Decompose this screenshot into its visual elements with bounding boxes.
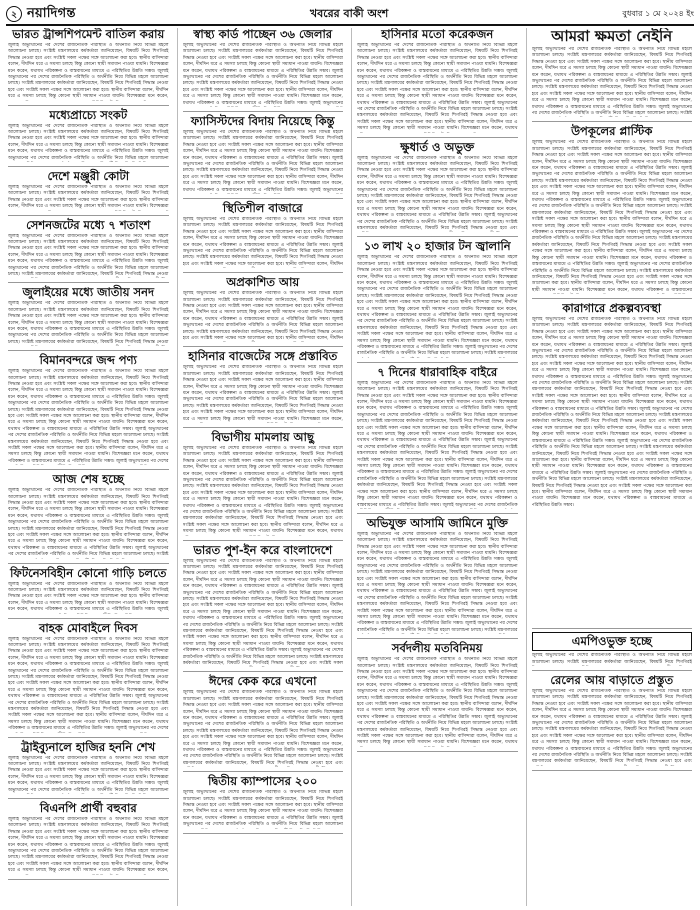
article-body: জুলাই অভ্যুত্থানের পর দেশের রাজনৈতিক পরিস্থিতি ও অর্থনীতি নিয়ে বিভিন্ন মহলে আলোচনা চলছে। সংশ্লিষ্ট মন্ত্রণালয়ের কর্মকর্তারা জানিয়েছেন, বিষয়টি নিয়ে শিগগিরই সিদ্ধান্ত নেওয়া হবে এবং সংশ্লিষ্ট সকল পক্ষের সঙ্গে আলোচনা করা হবে। স্থানীয় বাসিন্দারা বলেন, দীর্ঘদিন ধরে এ সমস্যা চলছে কিন্তু কোনো স্থায়ী সমাধান পাওয়া যায়নি। বিশেষজ্ঞরা মনে করেন, যথাযথ পরিকল্পনা ও বাস্তবায়নের মাধ্যমে এ পরিস্থিতির উন্নতি সম্ভব। জুলাই অভ্যুত্থানের পর দেশের রাজনৈতিক পরিস্থিতি ও অর্থনীতি নিয়ে বিভিন্ন মহলে আলোচনা চলছে। সংশ্লিষ্ট মন্ত্রণালয়ের কর্মকর্তারা জানিয়েছেন, বিষয়টি নিয়ে শিগগিরই সিদ্ধান্ত নেওয়া হবে এবং সংশ্লিষ্ট সকল পক্ষের সঙ্গে আলোচনা করা হবে। স্থানীয় বাসিন্দারা বলেন, দীর্ঘদিন ধরে এ সমস্যা চলছে কিন্তু কোনো স্থায়ী সমাধান পাওয়া যায়নি। বিশেষজ্ঞরা মনে করেন, যথাযথ পরিকল্পনা ও বাস্তবায়নের মাধ্যমে এ পরিস্থিতির উন্নতি সম্ভব। জুলাই অভ্যুত্থানের পর দেশের রাজনৈতিক পরিস্থিতি ও অর্থনীতি নিয়ে বিভিন্ন মহলে আলোচনা চলছে। সংশ্লিষ্ট মন্ত্রণালয়ের কর্মকর্তারা জানিয়েছেন, বিষয়টি নিয়ে শিগগিরই সিদ্ধান্ত নেওয়া হবে এবং সংশ্লিষ্ট সকল পক্ষের সঙ্গে আলোচনা করা হবে। স্থানীয় বাসিন্দারা বলেন, দীর্ঘদিন ধরে এ সমস্যা চলছে কিন্তু কোনো স্থায়ী সমাধান পাওয়া যায়নি। বিশেষজ্ঞরা মনে করেন, যথাযথ bbox=[357, 657, 518, 746]
article-headline[interactable]: বাহক মোবাইলে দিবস bbox=[39, 620, 138, 635]
article-body: জুলাই অভ্যুত্থানের পর দেশের রাজনৈতিক পরিস্থিতি ও অর্থনীতি নিয়ে বিভিন্ন মহলে আলোচনা চলছে। সংশ্লিষ্ট মন্ত্রণালয়ের কর্মকর্তারা জানিয়েছেন, বিষয়টি নিয়ে শিগগিরই সিদ্ধান্ত নেওয়া হবে এবং সংশ্লিষ্ট সকল পক্ষের সঙ্গে আলোচনা করা হবে। স্থানীয় বাসিন্দারা বলেন, দীর্ঘদিন ধরে এ সমস্যা চলছে কিন্তু কোনো স্থায়ী সমাধান পাওয়া যায়নি। বিশেষজ্ঞরা মনে করেন, যথাযথ পরিকল্পনা ও বাস্তবায়নের মাধ্যমে এ পরিস্থিতির উন্নতি সম্ভব। জুলাই অভ্যুত্থানের পর দেশের রাজনৈতিক পরিস্থিতি ও অর্থনীতি নিয়ে বিভিন্ন মহলে আলোচনা চলছে। সংশ্লিষ্ট মন্ত্রণালয়ের কর্মকর্তারা জানিয়েছেন, বিষয়টি নিয়ে শিগগিরই সিদ্ধান্ত নেওয়া হবে এবং সংশ্লিষ্ট সকল পক্ষের সঙ্গে আলোচনা করা হবে। স্থানীয় বাসিন্দারা বলেন, দীর্ঘদিন ধরে এ সমস্যা চলছে কিন্তু কোনো স্থায়ী সমাধান পাওয়া যায়নি। বিশেষজ্ঞরা মনে করেন, bbox=[8, 43, 169, 100]
article-divider bbox=[183, 111, 344, 112]
article-divider bbox=[8, 469, 169, 470]
article-body: জুলাই অভ্যুত্থানের পর দেশের রাজনৈতিক পরিস্থিতি ও অর্থনীতি নিয়ে বিভিন্ন মহলে আলোচনা চলছে। সংশ্লিষ্ট মন্ত্রণালয়ের কর্মকর্তারা জানিয়েছেন, বিষয়টি নিয়ে শিগগিরই সিদ্ধান্ত নেওয়া হবে এবং সংশ্লিষ্ট সকল পক্ষের সঙ্গে আলোচনা করা হবে। স্থানীয় বাসিন্দারা বলেন, দীর্ঘদিন ধরে এ সমস্যা চলছে কিন্তু কোনো স্থায়ী সমাধান পাওয়া যায়নি। বিশেষজ্ঞরা মনে করেন, যথাযথ পরিকল্পনা ও বাস্তবায়নের মাধ্যমে এ পরিস্থিতির উন্নতি সম্ভব। জুলাই অভ্যুত্থানের পর দেশের রাজনৈতিক পরিস্থিতি ও অর্থনীতি নিয়ে বিভিন্ন মহলে আলোচনা চলছে। সংশ্লিষ্ট মন্ত্রণালয়ের কর্মকর্তারা জানিয়েছেন, বিষয়টি নিয়ে শিগগিরই সিদ্ধান্ত নেওয়া হবে এবং সংশ্লিষ্ট সকল পক্ষের সঙ্গে আলোচনা করা হবে। স্থানীয় বাসিন্দারা বলেন, দীর্ঘদিন bbox=[182, 217, 343, 267]
article bbox=[532, 125, 693, 294]
article bbox=[532, 28, 693, 117]
article-headline[interactable]: অভিযুক্ত আসামি জামিনে মুক্তি bbox=[366, 515, 508, 530]
article-headline[interactable]: ভারত পুশ-ইন করে বাংলাদেশে bbox=[193, 542, 333, 557]
article-headline[interactable]: বিএনপি প্রার্থী বহুবার bbox=[39, 800, 137, 815]
article bbox=[8, 622, 169, 733]
article bbox=[183, 202, 344, 268]
article bbox=[8, 354, 169, 465]
article-body: জুলাই অভ্যুত্থানের পর দেশের রাজনৈতিক পরিস্থিতি ও অর্থনীতি নিয়ে বিভিন্ন মহলে আলোচনা চলছে। সংশ্লিষ্ট মন্ত্রণালয়ের কর্মকর্তারা জানিয়েছেন, বিষয়টি নিয়ে শিগগিরই সিদ্ধান্ত নেওয়া হবে এবং সংশ্লিষ্ট সকল পক্ষের সঙ্গে আলোচনা করা হবে। স্থানীয় বাসিন্দারা বলেন, দীর্ঘদিন ধরে এ সমস্যা চলছে কিন্তু কোনো স্থায়ী সমাধান পাওয়া যায়নি। বিশেষজ্ঞরা মনে করেন, যথাযথ পরিকল্পনা ও বাস্তবায়নের মাধ্যমে এ পরিস্থিতির উন্নতি সম্ভব। জুলাই অভ্যুত্থানের পর দেশের রাজনৈতিক পরিস্থিতি ও অর্থনীতি নিয়ে বিভিন্ন মহলে আলোচনা চলছে। সংশ্লিষ্ট মন্ত্রণালয়ের কর্মকর্তারা জানিয়েছেন, বিষয়টি নিয়ে শিগগিরই সিদ্ধান্ত নেওয়া হবে এবং সংশ্লিষ্ট সকল পক্ষের সঙ্গে আলোচনা করা হবে। স্থানীয় বাসিন্দারা বলেন, দীর্ঘদিন ধরে এ সমস্যা চলছে কিন্তু কোনো স্থায়ী সমাধান পাওয়া যায়নি। বিশেষজ্ঞরা মনে করেন, যথাযথ পরিকল্পনা ও বাস্তবায়নের মাধ্যমে এ পরিস্থিতির উন্নতি সম্ভব। জুলাই অভ্যুত্থানের পর দেশের রাজনৈতিক পরিস্থিতি ও অর্থনীতি নিয়ে বিভিন্ন মহলে আলোচনা চলছে। সংশ্লিষ্ট মন্ত্রণালয়ের কর্মকর্তারা জানিয়েছেন, বিষয়টি নিয়ে শিগগিরই সিদ্ধান্ত নেওয়া হবে এবং সংশ্লিষ্ট সকল পক্ষের সঙ্গে আলোচনা করা হবে। স্থানীয় বাসিন্দারা বলেন, দীর্ঘদিন ধরে এ সমস্যা চলছে কিন্তু কোনো স্থায়ী সমাধান পাওয়া যায়নি। বিশেষজ্ঞরা মনে করেন, যথাযথ পরিকল্পনা ও বাস্তবায়নের মাধ্যমে এ পরিস্থিতির উন্নতি সম্ভব। জুলাই অভ্যুত্থানের পর দেশের রাজনৈতিক পরিস্থিতি ও অর্থনীতি নিয়ে বিভিন্ন মহলে আলোচনা চলছে। সংশ্লিষ্ট মন্ত্রণালয়ের কর্মকর্তারা জানিয়েছেন, বিষয়টি নিয়ে শিগগিরই সিদ্ধান্ত নেওয়া হবে এবং সংশ্লিষ্ট সকল পক্ষের সঙ্গে আলোচনা করা হবে। স্থানীয় বাসিন্দারা বলেন, দীর্ঘদিন ধরে এ সমস্যা চলছে কিন্তু কোনো স্থায়ী সমাধান পাওয়া যায়নি। বিশেষজ্ঞরা মনে করেন, যথাযথ পরিকল্পনা ও বাস্তবায়নের মাধ্যমে এ পরিস্থিতির উন্নতি সম্ভব। জুলাই অভ্যুত্থানের পর দেশের রাজনৈতিক পরিস্থিতি ও অর্থনীতি নিয়ে বিভিন্ন মহলে আলোচনা চলছে। সংশ্লিষ্ট মন্ত্রণালয়ের কর্মকর্তারা জানিয়েছেন, বিষয়টি নিয়ে শিগগিরই সিদ্ধান্ত নেওয়া হবে এবং সংশ্লিষ্ট সকল পক্ষের সঙ্গে আলোচনা করা হবে। স্থানীয় বাসিন্দারা বলেন, দীর্ঘদিন ধরে এ সমস্যা চলছে কিন্তু কোনো স্থায়ী সমাধান পাওয়া যায়নি। বিশেষজ্ঞরা মনে করেন, যথাযথ পরিকল্পনা ও বাস্তবায়নের মাধ্যমে এ পরিস্থিতির উন্নতি সম্ভব। জুলাই অভ্যুত্থানের পর দেশের রাজনৈতিক পরিস্থিতি ও অর্থনীতি নিয়ে বিভিন্ন মহলে আলোচনা চলছে। সংশ্লিষ্ট মন্ত্রণালয়ের কর্মকর্তারা জানিয়েছেন, বিষয়টি নিয়ে শিগগিরই সিদ্ধান্ত নেওয়া হবে এবং সংশ্লিষ্ট সকল পক্ষের সঙ্গে আলোচনা করা হবে। স্থানীয় বাসিন্দারা বলেন, দীর্ঘদিন ধরে এ সমস্যা চলছে কিন্তু কোনো স্থায়ী সমাধান পাওয়া যায়নি। বিশেষজ্ঞরা মনে করেন, যথাযথ পরিকল্পনা ও বাস্তবায়নের মাধ্যমে এ পরিস্থিতির উন্নতি সম্ভব। bbox=[531, 316, 692, 508]
article-body: জুলাই অভ্যুত্থানের পর দেশের রাজনৈতিক পরিস্থিতি ও অর্থনীতি নিয়ে বিভিন্ন মহলে আলোচনা চলছে। সংশ্লিষ্ট মন্ত্রণালয়ের কর্মকর্তারা জানিয়েছেন, বিষয়টি নিয়ে শিগগিরই সিদ্ধান্ত নেওয়া হবে এবং সংশ্লিষ্ট সকল পক্ষের সঙ্গে আলোচনা করা হবে। স্থানীয় বাসিন্দারা বলেন, দীর্ঘদিন ধরে এ সমস্যা চলছে কিন্তু কোনো স্থায়ী সমাধান পাওয়া যায়নি। বিশেষজ্ঞরা মনে করেন, যথাযথ পরিকল্পনা ও বাস্তবায়নের মাধ্যমে এ পরিস্থিতির উন্নতি সম্ভব। জুলাই অভ্যুত্থানের পর দেশের রাজনৈতিক পরিস্থিতি ও অর্থনীতি নিয়ে বিভিন্ন মহলে আলোচনা চলছে। সংশ্লিষ্ট মন্ত্রণালয়ের কর্মকর্তারা জানিয়েছেন, বিষয়টি নিয়ে শিগগিরই সিদ্ধান্ত নেওয়া হবে এবং সংশ্লিষ্ট সকল পক্ষের সঙ্গে আলোচনা করা হবে। স্থানীয় বাসিন্দারা বলেন, দীর্ঘদিন ধরে এ সমস্যা চলছে কিন্তু কোনো স্থায়ী সমাধান পাওয়া যায়নি। বিশেষজ্ঞরা মনে করেন, যথাযথ পরিকল্পনা ও বাস্তবায়নের মাধ্যমে এ পরিস্থিতির উন্নতি সম্ভব। জুলাই অভ্যুত্থানের পর দেশের রাজনৈতিক পরিস্থিতি ও অর্থনীতি নিয়ে বিভিন্ন মহলে আলোচনা চলছে। সংশ্লিষ্ট bbox=[8, 488, 169, 558]
article-headline[interactable]: স্বাস্থ্য কার্ড পাচ্ছেন ৩৬ জেলার bbox=[193, 28, 333, 41]
article bbox=[8, 28, 169, 101]
article-divider bbox=[8, 618, 169, 619]
article-body: জুলাই অভ্যুত্থানের পর দেশের রাজনৈতিক পরিস্থিতি ও অর্থনীতি নিয়ে বিভিন্ন মহলে আলোচনা চলছে। সংশ্লিষ্ট মন্ত্রণালয়ের কর্মকর্তারা জানিয়েছেন, বিষয়টি নিয়ে শিগগিরই সিদ্ধান্ত নেওয়া হবে এবং সংশ্লিষ্ট সকল পক্ষের সঙ্গে আলোচনা করা হবে। স্থানীয় বাসিন্দারা বলেন, দীর্ঘদিন ধরে এ সমস্যা চলছে কিন্তু কোনো স্থায়ী সমাধান পাওয়া যায়নি। বিশেষজ্ঞরা মনে করেন, যথাযথ পরিকল্পনা ও বাস্তবায়নের মাধ্যমে এ পরিস্থিতির উন্নতি সম্ভব। জুলাই অভ্যুত্থানের পর দেশের রাজনৈতিক পরিস্থিতি ও অর্থনীতি নিয়ে বিভিন্ন মহলে আলোচনা চলছে। সংশ্লিষ্ট মন্ত্রণালয়ের কর্মকর্তারা জানিয়েছেন, বিষয়টি নিয়ে শিগগিরই সিদ্ধান্ত নেওয়া হবে এবং সংশ্লিষ্ট সকল পক্ষের সঙ্গে আলোচনা করা হবে। স্থানীয় বাসিন্দারা বলেন, দীর্ঘদিন ধরে এ সমস্যা চলছে কিন্তু কোনো স্থায়ী সমাধান পাওয়া যায়নি। বিশেষজ্ঞরা মনে করেন, যথাযথ পরিকল্পনা ও বাস্তবায়নের মাধ্যমে এ পরিস্থিতির উন্নতি সম্ভব। জুলাই অভ্যুত্থানের পর দেশের রাজনৈতিক পরিস্থিতি ও অর্থনীতি নিয়ে বিভিন্ন মহলে আলোচনা চলছে। সংশ্লিষ্ট মন্ত্রণালয়ের কর্মকর্তারা জানিয়েছেন, বিষয়টি নিয়ে শিগগিরই সিদ্ধান্ত নেওয়া হবে এবং সংশ্লিষ্ট সকল পক্ষের সঙ্গে আলোচনা করা হবে। স্থানীয় বাসিন্দারা বলেন, দীর্ঘদিন ধরে এ সমস্যা চলছে কিন্তু কোনো স্থায়ী সমাধান পাওয়া যায়নি। বিশেষজ্ঞরা মনে করেন, যথাযথ পরিকল্পনা ও বাস্তবায়নের মাধ্যমে এ পরিস্থিতির উন্নতি সম্ভব। জুলাই অভ্যুত্থানের পর দেশের রাজনৈতিক পরিস্থিতি ও অর্থনীতি নিয়ে বিভিন্ন মহলে আলোচনা চলছে। সংশ্লিষ্ট মন্ত্রণালয়ের কর্মকর্তারা জানিয়েছেন, বিষয়টি নিয়ে শিগগিরই সিদ্ধান্ত নেওয়া হবে এবং সংশ্লিষ্ট সকল পক্ষের সঙ্গে আলোচনা করা হবে। স্থানীয় বাসিন্দারা বলেন, দীর্ঘদিন ধরে এ সমস্যা চলছে কিন্তু কোনো স্থায়ী সমাধান পাওয়া যায়নি। বিশেষজ্ঞরা মনে করেন, যথাযথ পরিকল্পনা ও বাস্তবায়নের মাধ্যমে এ পরিস্থিতির উন্নতি সম্ভব। জুলাই অভ্যুত্থানের পর দেশের রাজনৈতিক পরিস্থিতি ও অর্থনীতি নিয়ে বিভিন্ন মহলে আলোচনা চলছে। সংশ্লিষ্ট মন্ত্রণালয়ের কর্মকর্তারা জানিয়েছেন, বিষয়টি নিয়ে শিগগিরই সিদ্ধান্ত নেওয়া হবে এবং সংশ্লিষ্ট সকল পক্ষের সঙ্গে আলোচনা করা হবে। স্থানীয় বাসিন্দারা বলেন, দীর্ঘদিন ধরে এ সমস্যা চলছে কিন্তু কোনো স্থায়ী সমাধান পাওয়া যায়নি। বিশেষজ্ঞরা মনে করেন, যথাযথ পরিকল্পনা ও বাস্তবায়নের bbox=[531, 140, 692, 293]
article-divider bbox=[8, 563, 169, 564]
article-headline[interactable]: বিভাগীয় মামলায় আছু bbox=[211, 429, 314, 444]
article-headline[interactable]: ৭ দিনের ধারাবাহিক বাইরে bbox=[377, 364, 498, 379]
article-divider bbox=[183, 198, 344, 199]
article-headline[interactable]: আমরা ক্ষমতা নেইনি bbox=[551, 28, 673, 45]
article-body: জুলাই অভ্যুত্থানের পর দেশের রাজনৈতিক পরিস্থিতি ও অর্থনীতি নিয়ে বিভিন্ন মহলে আলোচনা চলছে। সংশ্লিষ্ট মন্ত্রণালয়ের কর্মকর্তারা জানিয়েছেন, বিষয়টি নিয়ে শিগগিরই সিদ্ধান্ত নেওয়া হবে এবং সংশ্লিষ্ট সকল পক্ষের সঙ্গে আলোচনা করা হবে। স্থানীয় বাসিন্দারা বলেন, দীর্ঘদিন ধরে এ সমস্যা চলছে কিন্তু কোনো স্থায়ী সমাধান পাওয়া যায়নি। বিশেষজ্ঞরা মনে করেন, যথাযথ পরিকল্পনা ও বাস্তবায়নের মাধ্যমে এ পরিস্থিতির উন্নতি সম্ভব। জুলাই অভ্যুত্থানের পর দেশের রাজনৈতিক পরিস্থিতি ও অর্থনীতি নিয়ে বিভিন্ন মহলে আলোচনা চলছে। সংশ্লিষ্ট মন্ত্রণালয়ের কর্মকর্তারা জানিয়েছেন, বিষয়টি নিয়ে শিগগিরই সিদ্ধান্ত নেওয়া হবে এবং সংশ্লিষ্ট সকল পক্ষের সঙ্গে আলোচনা করা হবে। স্থানীয় বাসিন্দারা বলেন, দীর্ঘদিন ধরে এ সমস্যা চলছে কিন্তু কোনো স্থায়ী সমাধান পাওয়া যায়নি। বিশেষজ্ঞরা মনে করেন, যথাযথ পরিকল্পনা ও বাস্তবায়নের মাধ্যমে এ পরিস্থিতির উন্নতি সম্ভব। জুলাই অভ্যুত্থানের পর দেশের রাজনৈতিক পরিস্থিতি ও অর্থনীতি নিয়ে বিভিন্ন মহলে আলোচনা চলছে। সংশ্লিষ্ট bbox=[531, 47, 692, 117]
article bbox=[357, 141, 518, 233]
section-title: খবরের বাকী অংশ bbox=[309, 6, 389, 20]
article bbox=[183, 276, 344, 342]
article bbox=[183, 675, 344, 767]
article bbox=[357, 240, 518, 357]
article bbox=[183, 350, 344, 423]
article-body: জুলাই অভ্যুত্থানের পর দেশের রাজনৈতিক পরিস্থিতি ও অর্থনীতি নিয়ে বিভিন্ন মহলে আলোচনা চলছে। সংশ্লিষ্ট মন্ত্রণালয়ের কর্মকর্তারা জানিয়েছেন, বিষয়টি নিয়ে শিগগিরই সিদ্ধান্ত নেওয়া হবে এবং সংশ্লিষ্ট সকল পক্ষের সঙ্গে আলোচনা করা হবে। স্থানীয় বাসিন্দারা বলেন, দীর্ঘদিন ধরে এ সমস্যা চলছে কিন্তু কোনো স্থায়ী সমাধান পাওয়া যায়নি। বিশেষজ্ঞরা মনে করেন, যথাযথ পরিকল্পনা ও বাস্তবায়নের মাধ্যমে এ পরিস্থিতির উন্নতি সম্ভব। জুলাই অভ্যুত্থানের পর দেশের রাজনৈতিক পরিস্থিতি ও অর্থনীতি নিয়ে বিভিন্ন মহলে আলোচনা চলছে। সংশ্লিষ্ট মন্ত্রণালয়ের কর্মকর্তারা জানিয়েছেন, বিষয়টি নিয়ে শিগগিরই সিদ্ধান্ত নেওয়া হবে এবং সংশ্লিষ্ট সকল পক্ষের সঙ্গে আলোচনা করা হবে। স্থানীয় বাসিন্দারা বলেন, দীর্ঘদিন ধরে এ সমস্যা চলছে কিন্তু কোনো স্থায়ী সমাধান পাওয়া যায়নি। বিশেষজ্ঞরা মনে করেন, bbox=[182, 365, 343, 422]
article-headline[interactable]: ১৩ লাখ ২০ হাজার টন জ্বালানি bbox=[363, 239, 511, 254]
article-divider bbox=[532, 628, 693, 629]
article-headline[interactable]: হাসিনার মতো করেকজন bbox=[381, 28, 494, 41]
article bbox=[8, 286, 169, 346]
article-body: জুলাই অভ্যুত্থানের পর দেশের রাজনৈতিক পরিস্থিতি ও অর্থনীতি নিয়ে বিভিন্ন মহলে আলোচনা চলছে। সংশ্লিষ্ট মন্ত্রণালয়ের কর্মকর্তারা জানিয়েছেন, বিষয়টি নিয়ে শিগগিরই সিদ্ধান্ত নেওয়া হবে এবং সংশ্লিষ্ট সকল পক্ষের সঙ্গে আলোচনা করা হবে। স্থানীয় বাসিন্দারা বলেন, দীর্ঘদিন ধরে এ সমস্যা চলছে কিন্তু কোনো স্থায়ী সমাধান পাওয়া যায়নি। বিশেষজ্ঞরা bbox=[8, 184, 169, 210]
article-divider bbox=[8, 798, 169, 799]
article-body: জুলাই অভ্যুত্থানের পর দেশের রাজনৈতিক পরিস্থিতি ও অর্থনীতি নিয়ে বিভিন্ন মহলে আলোচনা চলছে। সংশ্লিষ্ট মন্ত্রণালয়ের কর্মকর্তারা জানিয়েছেন, বিষয়টি নিয়ে শিগগিরই সিদ্ধান্ত নেওয়া হবে এবং সংশ্লিষ্ট সকল পক্ষের সঙ্গে আলোচনা করা হবে। স্থানীয় বাসিন্দারা বলেন, দীর্ঘদিন ধরে এ সমস্যা চলছে কিন্তু কোনো স্থায়ী সমাধান পাওয়া যায়নি। বিশেষজ্ঞরা মনে করেন, যথাযথ পরিকল্পনা ও বাস্তবায়নের মাধ্যমে এ পরিস্থিতির উন্নতি সম্ভব। জুলাই অভ্যুত্থানের পর দেশের রাজনৈতিক পরিস্থিতি ও অর্থনীতি নিয়ে বিভিন্ন মহলে আলোচনা bbox=[182, 790, 343, 828]
article-headline[interactable]: ফ্যাসিস্টদের বিদায় নিয়েছে কিন্তু bbox=[190, 114, 335, 128]
column-3 bbox=[351, 28, 520, 906]
article-divider bbox=[183, 671, 344, 672]
article-headline[interactable]: স্থিতিশীল বাজারে bbox=[222, 201, 303, 215]
article-body: জুলাই অভ্যুত্থানের পর দেশের রাজনৈতিক পরিস্থিতি ও অর্থনীতি নিয়ে বিভিন্ন মহলে আলোচনা চলছে। সংশ্লিষ্ট মন্ত্রণালয়ের কর্মকর্তারা জানিয়েছেন, বিষয়টি নিয়ে শিগগিরই সিদ্ধান্ত নেওয়া হবে এবং সংশ্লিষ্ট সকল পক্ষের সঙ্গে আলোচনা করা হবে। স্থানীয় বাসিন্দারা বলেন, দীর্ঘদিন ধরে এ সমস্যা চলছে কিন্তু কোনো স্থায়ী সমাধান পাওয়া যায়নি। বিশেষজ্ঞরা মনে করেন, যথাযথ পরিকল্পনা ও বাস্তবায়নের মাধ্যমে এ পরিস্থিতির উন্নতি সম্ভব। জুলাই অভ্যুত্থানের পর দেশের রাজনৈতিক পরিস্থিতি ও অর্থনীতি নিয়ে বিভিন্ন মহলে আলোচনা bbox=[8, 755, 169, 793]
article-headline[interactable]: আজ শেষ হচ্ছে bbox=[52, 472, 124, 487]
column-4 bbox=[526, 28, 695, 906]
article-body: জুলাই অভ্যুত্থানের পর দেশের রাজনৈতিক পরিস্থিতি ও অর্থনীতি নিয়ে বিভিন্ন মহলে আলোচনা চলছে। সংশ্লিষ্ট মন্ত্রণালয়ের কর্মকর্তারা জানিয়েছেন, বিষয়টি নিয়ে শিগগিরই সিদ্ধান্ত নেওয়া হবে এবং সংশ্লিষ্ট সকল পক্ষের সঙ্গে আলোচনা করা হবে। স্থানীয় বাসিন্দারা বলেন, দীর্ঘদিন ধরে এ সমস্যা চলছে কিন্তু কোনো স্থায়ী সমাধান পাওয়া যায়নি। বিশেষজ্ঞরা মনে করেন, যথাযথ পরিকল্পনা ও বাস্তবায়নের মাধ্যমে এ পরিস্থিতির উন্নতি সম্ভব। জুলাই অভ্যুত্থানের পর দেশের রাজনৈতিক পরিস্থিতি ও অর্থনীতি নিয়ে বিভিন্ন মহলে আলোচনা চলছে। সংশ্লিষ্ট মন্ত্রণালয়ের কর্মকর্তারা জানিয়েছেন, বিষয়টি নিয়ে শিগগিরই সিদ্ধান্ত নেওয়া হবে এবং সংশ্লিষ্ট সকল পক্ষের সঙ্গে আলোচনা করা হবে। স্থানীয় বাসিন্দারা বলেন, দীর্ঘদিন ধরে এ সমস্যা চলছে কিন্তু কোনো স্থায়ী সমাধান পাওয়া যায়নি। বিশেষজ্ঞরা মনে করেন, যথাযথ পরিকল্পনা ও বাস্তবায়নের মাধ্যমে এ পরিস্থিতির উন্নতি সম্ভব। জুলাই অভ্যুত্থানের পর দেশের রাজনৈতিক পরিস্থিতি ও অর্থনীতি নিয়ে বিভিন্ন মহলে আলোচনা চলছে। সংশ্লিষ্ট মন্ত্রণালয়ের কর্মকর্তারা জানিয়েছেন, বিষয়টি নিয়ে শিগগিরই সিদ্ধান্ত নেওয়া হবে এবং bbox=[182, 690, 343, 766]
column-2 bbox=[177, 28, 346, 906]
article-headline[interactable]: উপকূলের প্লাস্টিক bbox=[571, 124, 653, 139]
page-header bbox=[6, 4, 694, 26]
article bbox=[357, 642, 518, 747]
article-divider bbox=[183, 427, 344, 428]
article-divider bbox=[532, 770, 693, 771]
article-divider bbox=[8, 282, 169, 283]
article-divider bbox=[357, 137, 518, 138]
article-body: জুলাই অভ্যুত্থানের পর দেশের রাজনৈতিক পরিস্থিতি ও অর্থনীতি নিয়ে বিভিন্ন মহলে আলোচনা চলছে। সংশ্লিষ্ট মন্ত্রণালয়ের কর্মকর্তারা জানিয়েছেন, বিষয়টি নিয়ে শিগগিরই bbox=[531, 653, 692, 665]
article bbox=[8, 170, 169, 211]
article-body: জুলাই অভ্যুত্থানের পর দেশের রাজনৈতিক পরিস্থিতি ও অর্থনীতি নিয়ে বিভিন্ন মহলে আলোচনা চলছে। সংশ্লিষ্ট মন্ত্রণালয়ের কর্মকর্তারা জানিয়েছেন, বিষয়টি নিয়ে শিগগিরই সিদ্ধান্ত নেওয়া হবে এবং সংশ্লিষ্ট সকল পক্ষের সঙ্গে আলোচনা করা হবে। স্থানীয় বাসিন্দারা বলেন, দীর্ঘদিন ধরে এ সমস্যা চলছে কিন্তু কোনো স্থায়ী সমাধান পাওয়া যায়নি। বিশেষজ্ঞরা মনে করেন, যথাযথ পরিকল্পনা ও বাস্তবায়নের মাধ্যমে এ পরিস্থিতির উন্নতি সম্ভব। জুলাই অভ্যুত্থানের পর দেশের রাজনৈতিক পরিস্থিতি ও অর্থনীতি নিয়ে বিভিন্ন মহলে আলোচনা চলছে। সংশ্লিষ্ট মন্ত্রণালয়ের কর্মকর্তারা জানিয়েছেন, বিষয়টি নিয়ে শিগগিরই সিদ্ধান্ত নেওয়া হবে এবং সংশ্লিষ্ট সকল পক্ষের সঙ্গে আলোচনা করা হবে। স্থানীয় বাসিন্দারা বলেন, দীর্ঘদিন ধরে এ সমস্যা চলছে কিন্তু কোনো স্থায়ী সমাধান পাওয়া যায়নি। বিশেষজ্ঞরা মনে করেন, যথাযথ পরিকল্পনা ও বাস্তবায়নের মাধ্যমে এ পরিস্থিতির উন্নতি সম্ভব। জুলাই অভ্যুত্থানের পর দেশের রাজনৈতিক পরিস্থিতি ও অর্থনীতি নিয়ে বিভিন্ন মহলে আলোচনা চলছে। সংশ্লিষ্ট মন্ত্রণালয়ের কর্মকর্তারা জানিয়েছেন, বিষয়টি নিয়ে শিগগিরই সিদ্ধান্ত নেওয়া হবে এবং bbox=[531, 688, 692, 765]
article-divider bbox=[183, 346, 344, 347]
article bbox=[183, 544, 344, 668]
article-headline[interactable]: ফিটনেসবিহীন কোনো গাড়ি চলতে bbox=[10, 565, 167, 580]
article-headline[interactable]: হাসিনার বাজেটের সঙ্গে প্রস্তাবিত bbox=[188, 349, 338, 364]
article-headline[interactable]: দ্বিতীয় ক্যাম্পাসের ২০০ bbox=[208, 774, 318, 789]
article-body: জুলাই অভ্যুত্থানের পর দেশের রাজনৈতিক পরিস্থিতি ও অর্থনীতি নিয়ে বিভিন্ন মহলে আলোচনা চলছে। সংশ্লিষ্ট মন্ত্রণালয়ের কর্মকর্তারা জানিয়েছেন, বিষয়টি নিয়ে শিগগিরই সিদ্ধান্ত নেওয়া হবে এবং সংশ্লিষ্ট সকল পক্ষের সঙ্গে আলোচনা করা হবে। স্থানীয় বাসিন্দারা বলেন, দীর্ঘদিন ধরে এ সমস্যা চলছে কিন্তু কোনো স্থায়ী সমাধান পাওয়া যায়নি। বিশেষজ্ঞরা মনে করেন, যথাযথ পরিকল্পনা ও বাস্তবায়নের মাধ্যমে এ পরিস্থিতির উন্নতি সম্ভব। জুলাই অভ্যুত্থানের পর দেশের রাজনৈতিক পরিস্থিতি ও অর্থনীতি নিয়ে বিভিন্ন মহলে আলোচনা চলছে। সংশ্লিষ্ট মন্ত্রণালয়ের কর্মকর্তারা জানিয়েছেন, বিষয়টি নিয়ে শিগগিরই সিদ্ধান্ত নেওয়া bbox=[8, 233, 169, 278]
header-left bbox=[6, 4, 76, 25]
article-divider bbox=[357, 362, 518, 363]
article-divider bbox=[183, 272, 344, 273]
article bbox=[357, 517, 518, 634]
article-divider bbox=[532, 670, 693, 671]
article bbox=[532, 674, 693, 766]
article-divider bbox=[532, 298, 693, 299]
article-divider bbox=[183, 771, 344, 772]
article-body: জুলাই অভ্যুত্থানের পর দেশের রাজনৈতিক পরিস্থিতি ও অর্থনীতি নিয়ে বিভিন্ন মহলে আলোচনা চলছে। সংশ্লিষ্ট মন্ত্রণালয়ের কর্মকর্তারা জানিয়েছেন, বিষয়টি নিয়ে শিগগিরই সিদ্ধান্ত নেওয়া হবে এবং সংশ্লিষ্ট সকল পক্ষের সঙ্গে আলোচনা করা হবে। স্থানীয় বাসিন্দারা বলেন, দীর্ঘদিন ধরে এ সমস্যা চলছে কিন্তু কোনো স্থায়ী সমাধান পাওয়া যায়নি। বিশেষজ্ঞরা মনে করেন, যথাযথ পরিকল্পনা ও বাস্তবায়নের মাধ্যমে এ পরিস্থিতির উন্নতি সম্ভব। জুলাই অভ্যুত্থানের পর দেশের রাজনৈতিক পরিস্থিতি ও অর্থনীতি নিয়ে বিভিন্ন মহলে আলোচনা চলছে। সংশ্লিষ্ট মন্ত্রণালয়ের কর্মকর্তারা জানিয়েছেন, বিষয়টি নিয়ে শিগগিরই সিদ্ধান্ত নেওয়া হবে এবং সংশ্লিষ্ট সকল পক্ষের সঙ্গে আলোচনা করা হবে। স্থানীয় বাসিন্দারা বলেন, দীর্ঘদিন ধরে এ সমস্যা চলছে কিন্তু কোনো স্থায়ী সমাধান পাওয়া যায়নি। বিশেষজ্ঞরা মনে করেন, যথাযথ পরিকল্পনা ও বাস্তবায়নের মাধ্যমে এ পরিস্থিতির উন্নতি সম্ভব। জুলাই অভ্যুত্থানের পর দেশের রাজনৈতিক পরিস্থিতি ও অর্থনীতি নিয়ে বিভিন্ন মহলে আলোচনা চলছে। সংশ্লিষ্ট মন্ত্রণালয়ের কর্মকর্তারা জানিয়েছেন, বিষয়টি নিয়ে শিগগিরই সিদ্ধান্ত নেওয়া হবে এবং সংশ্লিষ্ট সকল পক্ষের সঙ্গে আলোচনা করা হবে। স্থানীয় বাসিন্দারা বলেন, দীর্ঘদিন ধরে এ সমস্যা চলছে কিন্তু কোনো স্থায়ী সমাধান পাওয়া যায়নি। বিশেষজ্ঞরা মনে করেন, যথাযথ পরিকল্পনা ও বাস্তবায়নের মাধ্যমে এ পরিস্থিতির উন্নতি সম্ভব। জুলাই অভ্যুত্থানের পর দেশের bbox=[8, 636, 169, 732]
article bbox=[8, 219, 169, 279]
article-headline[interactable]: সেশনজটের মধ্যে ৭ শতাংশ bbox=[26, 217, 151, 232]
article bbox=[8, 567, 169, 614]
article-headline[interactable]: জুলাইয়ের মধ্যে জাতীয় সনদ bbox=[22, 285, 154, 300]
article-divider bbox=[183, 540, 344, 541]
article bbox=[8, 109, 169, 162]
article-body: জুলাই অভ্যুত্থানের পর দেশের রাজনৈতিক পরিস্থিতি ও অর্থনীতি নিয়ে বিভিন্ন মহলে আলোচনা চলছে। সংশ্লিষ্ট মন্ত্রণালয়ের কর্মকর্তারা জানিয়েছেন, বিষয়টি নিয়ে শিগগিরই সিদ্ধান্ত নেওয়া হবে এবং সংশ্লিষ্ট সকল পক্ষের সঙ্গে আলোচনা করা হবে। স্থানীয় বাসিন্দারা বলেন, দীর্ঘদিন ধরে এ সমস্যা চলছে কিন্তু কোনো স্থায়ী সমাধান পাওয়া যায়নি। বিশেষজ্ঞরা মনে করেন, যথাযথ পরিকল্পনা ও বাস্তবায়নের মাধ্যমে এ পরিস্থিতির উন্নতি সম্ভব। জুলাই অভ্যুত্থানের পর দেশের রাজনৈতিক পরিস্থিতি ও অর্থনীতি নিয়ে বিভিন্ন মহলে আলোচনা চলছে। সংশ্লিষ্ট মন্ত্রণালয়ের কর্মকর্তারা জানিয়েছেন, বিষয়টি নিয়ে শিগগিরই সিদ্ধান্ত নেওয়া হবে এবং সংশ্লিষ্ট সকল পক্ষের সঙ্গে আলোচনা করা হবে। স্থানীয় বাসিন্দারা বলেন, দীর্ঘদিন ধরে এ সমস্যা চলছে কিন্তু কোনো স্থায়ী সমাধান পাওয়া যায়নি। বিশেষজ্ঞরা মনে করেন, যথাযথ পরিকল্পনা ও বাস্তবায়নের মাধ্যমে এ পরিস্থিতির উন্নতি সম্ভব। জুলাই অভ্যুত্থানের পর দেশের রাজনৈতিক পরিস্থিতি ও অর্থনীতি নিয়ে বিভিন্ন মহলে আলোচনা চলছে। সংশ্লিষ্ট মন্ত্রণালয়ের কর্মকর্তারা জানিয়েছেন, বিষয়টি নিয়ে শিগগিরই সিদ্ধান্ত নেওয়া হবে এবং সংশ্লিষ্ট সকল পক্ষের সঙ্গে আলোচনা করা হবে। স্থানীয় বাসিন্দারা বলেন, দীর্ঘদিন ধরে এ সমস্যা চলছে কিন্তু কোনো স্থায়ী সমাধান পাওয়া যায়নি। বিশেষজ্ঞরা মনে করেন, যথাযথ bbox=[357, 43, 518, 132]
article-body: জুলাই অভ্যুত্থানের পর দেশের রাজনৈতিক পরিস্থিতি ও অর্থনীতি নিয়ে বিভিন্ন মহলে আলোচনা চলছে। সংশ্লিষ্ট মন্ত্রণালয়ের কর্মকর্তারা জানিয়েছেন, বিষয়টি নিয়ে শিগগিরই সিদ্ধান্ত নেওয়া হবে এবং সংশ্লিষ্ট সকল পক্ষের সঙ্গে আলোচনা করা হবে। স্থানীয় বাসিন্দারা বলেন, দীর্ঘদিন ধরে এ সমস্যা চলছে কিন্তু কোনো স্থায়ী সমাধান পাওয়া যায়নি। বিশেষজ্ঞরা মনে করেন, যথাযথ পরিকল্পনা ও বাস্তবায়নের মাধ্যমে এ পরিস্থিতির উন্নতি সম্ভব। জুলাই অভ্যুত্থানের পর দেশের রাজনৈতিক পরিস্থিতি ও অর্থনীতি নিয়ে বিভিন্ন মহলে আলোচনা চলছে। সংশ্লিষ্ট মন্ত্রণালয়ের কর্মকর্তারা জানিয়েছেন, বিষয়টি নিয়ে শিগগিরই সিদ্ধান্ত নেওয়া হবে এবং সংশ্লিষ্ট সকল পক্ষের সঙ্গে আলোচনা করা হবে। স্থানীয় বাসিন্দারা বলেন, দীর্ঘদিন ধরে এ সমস্যা চলছে কিন্তু কোনো স্থায়ী সমাধান পাওয়া যায়নি। বিশেষজ্ঞরা মনে করেন, যথাযথ পরিকল্পনা ও বাস্তবায়নের মাধ্যমে এ পরিস্থিতির উন্নতি সম্ভব। জুলাই অভ্যুত্থানের পর দেশের রাজনৈতিক পরিস্থিতি ও অর্থনীতি নিয়ে বিভিন্ন মহলে আলোচনা চলছে। সংশ্লিষ্ট মন্ত্রণালয়ের কর্মকর্তারা জানিয়েছেন, বিষয়টি নিয়ে শিগগিরই সিদ্ধান্ত নেওয়া হবে এবং সংশ্লিষ্ট সকল পক্ষের সঙ্গে আলোচনা করা হবে। স্থানীয় বাসিন্দারা বলেন, দীর্ঘদিন ধরে এ সমস্যা চলছে কিন্তু কোনো স্থায়ী সমাধান পাওয়া যায়নি। বিশেষজ্ঞরা মনে করেন, যথাযথ bbox=[182, 445, 343, 535]
article-headline[interactable]: মধ্যেপ্রাচ্যে সংকট bbox=[49, 107, 128, 122]
article-divider bbox=[357, 513, 518, 514]
article bbox=[183, 431, 344, 536]
article bbox=[357, 366, 518, 509]
article-body: জুলাই অভ্যুত্থানের পর দেশের রাজনৈতিক পরিস্থিতি ও অর্থনীতি নিয়ে বিভিন্ন মহলে আলোচনা চলছে। সংশ্লিষ্ট মন্ত্রণালয়ের কর্মকর্তারা জানিয়েছেন, বিষয়টি নিয়ে শিগগিরই সিদ্ধান্ত নেওয়া হবে এবং সংশ্লিষ্ট সকল পক্ষের সঙ্গে আলোচনা করা হবে। স্থানীয় বাসিন্দারা বলেন, দীর্ঘদিন ধরে এ সমস্যা চলছে কিন্তু কোনো স্থায়ী সমাধান পাওয়া যায়নি। বিশেষজ্ঞরা মনে করেন, যথাযথ পরিকল্পনা ও বাস্তবায়নের মাধ্যমে এ পরিস্থিতির উন্নতি সম্ভব। জুলাই bbox=[8, 581, 169, 613]
article-headline[interactable]: দেশে মঞ্জুরী কোটা bbox=[47, 168, 130, 183]
page-number: ২ bbox=[6, 6, 22, 22]
article-columns bbox=[6, 28, 694, 906]
article-headline[interactable]: ক্ষুধার্ত ও অভুক্ত bbox=[400, 139, 475, 154]
column-1 bbox=[6, 28, 171, 906]
article-body: জুলাই অভ্যুত্থানের পর দেশের রাজনৈতিক পরিস্থিতি ও অর্থনীতি নিয়ে বিভিন্ন মহলে আলোচনা চলছে। সংশ্লিষ্ট মন্ত্রণালয়ের কর্মকর্তারা জানিয়েছেন, বিষয়টি নিয়ে শিগগিরই সিদ্ধান্ত নেওয়া হবে এবং সংশ্লিষ্ট সকল পক্ষের সঙ্গে আলোচনা করা হবে। স্থানীয় বাসিন্দারা বলেন, দীর্ঘদিন ধরে এ সমস্যা চলছে কিন্তু কোনো স্থায়ী সমাধান পাওয়া যায়নি। বিশেষজ্ঞরা মনে করেন, যথাযথ পরিকল্পনা ও বাস্তবায়নের মাধ্যমে এ পরিস্থিতির উন্নতি সম্ভব। জুলাই অভ্যুত্থানের পর দেশের রাজনৈতিক পরিস্থিতি ও অর্থনীতি নিয়ে বিভিন্ন মহলে আলোচনা চলছে। সংশ্লিষ্ট মন্ত্রণালয়ের কর্মকর্তারা জানিয়েছেন, বিষয়টি নিয়ে শিগগিরই সিদ্ধান্ত নেওয়া হবে এবং সংশ্লিষ্ট সকল পক্ষের সঙ্গে আলোচনা করা হবে। স্থানীয় বাসিন্দারা বলেন, দীর্ঘদিন ধরে এ সমস্যা চলছে কিন্তু কোনো স্থায়ী সমাধান পাওয়া যায়নি। বিশেষজ্ঞরা মনে করেন, যথাযথ পরিকল্পনা ও বাস্তবায়নের মাধ্যমে এ পরিস্থিতির উন্নতি সম্ভব। জুলাই অভ্যুত্থানের পর দেশের রাজনৈতিক পরিস্থিতি ও অর্থনীতি নিয়ে বিভিন্ন মহলে আলোচনা চলছে। সংশ্লিষ্ট মন্ত্রণালয়ের কর্মকর্তারা জানিয়েছেন, বিষয়টি নিয়ে শিগগিরই সিদ্ধান্ত নেওয়া হবে এবং সংশ্লিষ্ট সকল পক্ষের সঙ্গে আলোচনা করা হবে। স্থানীয় বাসিন্দারা বলেন, দীর্ঘদিন ধরে এ সমস্যা চলছে কিন্তু কোনো স্থায়ী সমাধান পাওয়া যায়নি। বিশেষজ্ঞরা মনে করেন, যথাযথ পরিকল্পনা ও বাস্তবায়নের মাধ্যমে এ পরিস্থিতির উন্নতি সম্ভব। জুলাই অভ্যুত্থানের পর দেশের রাজনৈতিক পরিস্থিতি ও অর্থনীতি নিয়ে বিভিন্ন মহলে আলোচনা চলছে। সংশ্লিষ্ট মন্ত্রণালয়ের bbox=[357, 531, 518, 633]
article-body: জুলাই অভ্যুত্থানের পর দেশের রাজনৈতিক পরিস্থিতি ও অর্থনীতি নিয়ে বিভিন্ন মহলে আলোচনা চলছে। সংশ্লিষ্ট মন্ত্রণালয়ের কর্মকর্তারা জানিয়েছেন, বিষয়টি নিয়ে শিগগিরই সিদ্ধান্ত নেওয়া হবে এবং সংশ্লিষ্ট সকল পক্ষের সঙ্গে আলোচনা করা হবে। স্থানীয় বাসিন্দারা বলেন, দীর্ঘদিন ধরে এ সমস্যা চলছে কিন্তু কোনো স্থায়ী সমাধান পাওয়া যায়নি। বিশেষজ্ঞরা মনে করেন, যথাযথ পরিকল্পনা ও বাস্তবায়নের মাধ্যমে এ পরিস্থিতির উন্নতি সম্ভব। জুলাই অভ্যুত্থানের পর দেশের রাজনৈতিক পরিস্থিতি ও অর্থনীতি নিয়ে বিভিন্ন মহলে আলোচনা চলছে। সংশ্লিষ্ট মন্ত্রণালয়ের কর্মকর্তারা জানিয়েছেন, বিষয়টি নিয়ে শিগগিরই সিদ্ধান্ত নেওয়া হবে এবং সংশ্লিষ্ট সকল পক্ষের সঙ্গে আলোচনা করা হবে। স্থানীয় বাসিন্দারা বলেন, দীর্ঘদিন ধরে এ সমস্যা চলছে কিন্তু কোনো স্থায়ী সমাধান পাওয়া যায়নি। বিশেষজ্ঞরা মনে করেন, যথাযথ পরিকল্পনা ও বাস্তবায়নের মাধ্যমে এ পরিস্থিতির উন্নতি সম্ভব। জুলাই অভ্যুত্থানের পর দেশের রাজনৈতিক পরিস্থিতি ও অর্থনীতি নিয়ে বিভিন্ন মহলে আলোচনা চলছে। সংশ্লিষ্ট মন্ত্রণালয়ের কর্মকর্তারা জানিয়েছেন, বিষয়টি নিয়ে শিগগিরই সিদ্ধান্ত নেওয়া হবে এবং সংশ্লিষ্ট সকল পক্ষের সঙ্গে আলোচনা করা হবে। স্থানীয় বাসিন্দারা বলেন, দীর্ঘদিন ধরে এ সমস্যা চলছে কিন্তু কোনো স্থায়ী সমাধান পাওয়া যায়নি। বিশেষজ্ঞরা মনে করেন, যথাযথ পরিকল্পনা ও বাস্তবায়নের মাধ্যমে এ পরিস্থিতির উন্নতি সম্ভব। জুলাই অভ্যুত্থানের পর দেশের রাজনৈতিক পরিস্থিতি ও অর্থনীতি নিয়ে বিভিন্ন মহলে আলোচনা চলছে। সংশ্লিষ্ট মন্ত্রণালয়ের কর্মকর্তারা জানিয়েছেন, বিষয়টি নিয়ে শিগগিরই সিদ্ধান্ত নেওয়া হবে এবং সংশ্লিষ্ট সকল bbox=[182, 558, 343, 667]
article-headline[interactable]: ঈদের কেক করে এখনো bbox=[209, 674, 317, 689]
article-headline[interactable]: অপ্রকাশিত আয় bbox=[226, 275, 300, 290]
article-headline[interactable]: কারাগারে প্রকল্পব্যবস্থা bbox=[562, 300, 662, 315]
article-body: জুলাই অভ্যুত্থানের পর দেশের রাজনৈতিক পরিস্থিতি ও অর্থনীতি নিয়ে বিভিন্ন মহলে আলোচনা চলছে। সংশ্লিষ্ট মন্ত্রণালয়ের কর্মকর্তারা জানিয়েছেন, বিষয়টি নিয়ে শিগগিরই সিদ্ধান্ত নেওয়া হবে এবং সংশ্লিষ্ট সকল পক্ষের সঙ্গে আলোচনা করা হবে। স্থানীয় বাসিন্দারা বলেন, দীর্ঘদিন ধরে এ সমস্যা চলছে কিন্তু কোনো স্থায়ী সমাধান পাওয়া যায়নি। বিশেষজ্ঞরা মনে করেন, যথাযথ পরিকল্পনা ও বাস্তবায়নের মাধ্যমে এ পরিস্থিতির উন্নতি সম্ভব। জুলাই অভ্যুত্থানের পর দেশের রাজনৈতিক পরিস্থিতি ও অর্থনীতি নিয়ে বিভিন্ন মহলে আলোচনা bbox=[8, 123, 169, 161]
article-body: জুলাই অভ্যুত্থানের পর দেশের রাজনৈতিক পরিস্থিতি ও অর্থনীতি নিয়ে বিভিন্ন মহলে আলোচনা চলছে। সংশ্লিষ্ট মন্ত্রণালয়ের কর্মকর্তারা জানিয়েছেন, বিষয়টি নিয়ে শিগগিরই সিদ্ধান্ত নেওয়া হবে এবং সংশ্লিষ্ট সকল পক্ষের সঙ্গে আলোচনা করা হবে। স্থানীয় বাসিন্দারা বলেন, দীর্ঘদিন ধরে এ সমস্যা চলছে কিন্তু কোনো স্থায়ী সমাধান পাওয়া যায়নি। বিশেষজ্ঞরা মনে করেন, যথাযথ পরিকল্পনা ও বাস্তবায়নের মাধ্যমে এ পরিস্থিতির উন্নতি সম্ভব। জুলাই অভ্যুত্থানের পর দেশের রাজনৈতিক পরিস্থিতি ও অর্থনীতি নিয়ে বিভিন্ন মহলে আলোচনা চলছে। সংশ্লিষ্ট মন্ত্রণালয়ের কর্মকর্তারা জানিয়েছেন, বিষয়টি নিয়ে শিগগিরই সিদ্ধান্ত নেওয়া হবে এবং সংশ্লিষ্ট সকল পক্ষের সঙ্গে আলোচনা করা হবে। স্থানীয় বাসিন্দারা বলেন, দীর্ঘদিন bbox=[182, 291, 343, 342]
article-divider bbox=[8, 215, 169, 216]
article-body: জুলাই অভ্যুত্থানের পর দেশের রাজনৈতিক পরিস্থিতি ও অর্থনীতি নিয়ে বিভিন্ন মহলে আলোচনা চলছে। সংশ্লিষ্ট মন্ত্রণালয়ের কর্মকর্তারা জানিয়েছেন, বিষয়টি নিয়ে শিগগিরই সিদ্ধান্ত নেওয়া হবে এবং সংশ্লিষ্ট সকল পক্ষের সঙ্গে আলোচনা করা হবে। স্থানীয় বাসিন্দারা বলেন, দীর্ঘদিন ধরে এ সমস্যা চলছে কিন্তু কোনো স্থায়ী সমাধান পাওয়া যায়নি। বিশেষজ্ঞরা মনে করেন, যথাযথ পরিকল্পনা ও বাস্তবায়নের মাধ্যমে এ পরিস্থিতির উন্নতি সম্ভব। জুলাই অভ্যুত্থানের পর দেশের রাজনৈতিক পরিস্থিতি ও অর্থনীতি নিয়ে বিভিন্ন মহলে আলোচনা চলছে। সংশ্লিষ্ট মন্ত্রণালয়ের কর্মকর্তারা জানিয়েছেন, বিষয়টি নিয়ে শিগগিরই সিদ্ধান্ত নেওয়া হবে এবং সংশ্লিষ্ট সকল পক্ষের সঙ্গে আলোচনা করা হবে। স্থানীয় বাসিন্দারা বলেন, দীর্ঘদিন ধরে এ সমস্যা চলছে কিন্তু কোনো স্থায়ী সমাধান পাওয়া যায়নি। বিশেষজ্ঞরা মনে করেন, যথাযথ পরিকল্পনা ও বাস্তবায়নের মাধ্যমে এ পরিস্থিতির উন্নতি সম্ভব। জুলাই অভ্যুত্থানের bbox=[182, 43, 343, 106]
article-body: জুলাই অভ্যুত্থানের পর দেশের রাজনৈতিক পরিস্থিতি ও অর্থনীতি নিয়ে বিভিন্ন মহলে আলোচনা চলছে। সংশ্লিষ্ট মন্ত্রণালয়ের কর্মকর্তারা জানিয়েছেন, বিষয়টি নিয়ে শিগগিরই সিদ্ধান্ত নেওয়া হবে এবং সংশ্লিষ্ট সকল পক্ষের সঙ্গে আলোচনা করা হবে। স্থানীয় বাসিন্দারা বলেন, দীর্ঘদিন ধরে এ সমস্যা চলছে কিন্তু কোনো স্থায়ী সমাধান পাওয়া যায়নি। বিশেষজ্ঞরা মনে করেন, যথাযথ পরিকল্পনা ও বাস্তবায়নের মাধ্যমে এ পরিস্থিতির উন্নতি সম্ভব। জুলাই অভ্যুত্থানের পর দেশের রাজনৈতিক পরিস্থিতি ও অর্থনীতি নিয়ে বিভিন্ন মহলে আলোচনা চলছে। সংশ্লিষ্ট মন্ত্রণালয়ের কর্মকর্তারা জানিয়েছেন, বিষয়টি নিয়ে শিগগিরই সিদ্ধান্ত নেওয়া হবে এবং সংশ্লিষ্ট সকল পক্ষের সঙ্গে আলোচনা করা হবে। স্থানীয় বাসিন্দারা বলেন, দীর্ঘদিন ধরে এ সমস্যা চলছে কিন্তু কোনো স্থায়ী সমাধান পাওয়া যায়নি। বিশেষজ্ঞরা মনে করেন, যথাযথ পরিকল্পনা ও বাস্তবায়নের মাধ্যমে এ পরিস্থিতির উন্নতি সম্ভব। জুলাই অভ্যুত্থানের bbox=[182, 130, 343, 193]
issue-date: বুধবার ১ মে ২০২৪ ইং bbox=[622, 8, 694, 18]
article-divider bbox=[357, 638, 518, 639]
article bbox=[532, 302, 693, 624]
article-divider bbox=[8, 737, 169, 738]
article bbox=[8, 741, 169, 794]
article-body: জুলাই অভ্যুত্থানের পর দেশের রাজনৈতিক পরিস্থিতি ও অর্থনীতি নিয়ে বিভিন্ন মহলে আলোচনা চলছে। সংশ্লিষ্ট মন্ত্রণালয়ের কর্মকর্তারা জানিয়েছেন, বিষয়টি নিয়ে শিগগিরই সিদ্ধান্ত নেওয়া হবে এবং সংশ্লিষ্ট সকল পক্ষের সঙ্গে আলোচনা করা হবে। স্থানীয় বাসিন্দারা বলেন, দীর্ঘদিন ধরে এ সমস্যা চলছে কিন্তু কোনো স্থায়ী সমাধান পাওয়া যায়নি। বিশেষজ্ঞরা মনে করেন, যথাযথ পরিকল্পনা ও বাস্তবায়নের মাধ্যমে এ পরিস্থিতির উন্নতি সম্ভব। জুলাই অভ্যুত্থানের পর দেশের রাজনৈতিক পরিস্থিতি ও অর্থনীতি নিয়ে বিভিন্ন মহলে আলোচনা চলছে। সংশ্লিষ্ট মন্ত্রণালয়ের কর্মকর্তারা জানিয়েছেন, বিষয়টি নিয়ে শিগগিরই সিদ্ধান্ত নেওয়া হবে এবং সংশ্লিষ্ট সকল পক্ষের সঙ্গে আলোচনা করা হবে। স্থানীয় বাসিন্দারা বলেন, দীর্ঘদিন ধরে এ সমস্যা চলছে কিন্তু কোনো স্থায়ী সমাধান পাওয়া যায়নি। বিশেষজ্ঞরা মনে করেন, যথাযথ পরিকল্পনা ও বাস্তবায়নের মাধ্যমে এ পরিস্থিতির উন্নতি সম্ভব। জুলাই অভ্যুত্থানের পর দেশের রাজনৈতিক পরিস্থিতি ও অর্থনীতি নিয়ে বিভিন্ন মহলে আলোচনা চলছে। সংশ্লিষ্ট মন্ত্রণালয়ের কর্মকর্তারা জানিয়েছেন, বিষয়টি নিয়ে শিগগিরই সিদ্ধান্ত নেওয়া হবে এবং সংশ্লিষ্ট সকল পক্ষের সঙ্গে আলোচনা করা হবে। স্থানীয় বাসিন্দারা বলেন, দীর্ঘদিন ধরে এ সমস্যা চলছে কিন্তু কোনো স্থায়ী সমাধান পাওয়া যায়নি। বিশেষজ্ঞরা মনে করেন, যথাযথ পরিকল্পনা ও বাস্তবায়নের মাধ্যমে এ পরিস্থিতির উন্নতি সম্ভব। জুলাই অভ্যুত্থানের পর দেশের রাজনৈতিক পরিস্থিতি ও অর্থনীতি নিয়ে বিভিন্ন মহলে আলোচনা চলছে। সংশ্লিষ্ট মন্ত্রণালয়ের bbox=[357, 255, 518, 357]
article-headline[interactable]: সর্বদলীয় মতবিনিময় bbox=[391, 641, 483, 656]
article bbox=[357, 28, 518, 133]
article-divider bbox=[357, 236, 518, 237]
article-headline[interactable]: এমপিওভুক্ত হচ্ছে bbox=[532, 632, 693, 651]
article-divider bbox=[8, 166, 169, 167]
article-divider bbox=[8, 350, 169, 351]
article-divider bbox=[183, 833, 344, 834]
article bbox=[8, 802, 169, 875]
article-divider bbox=[8, 879, 169, 880]
article-headline[interactable]: বিমানবন্দরে জব্দ পণ্য bbox=[39, 353, 137, 368]
article bbox=[532, 632, 693, 666]
article-body: জুলাই অভ্যুত্থানের পর দেশের রাজনৈতিক পরিস্থিতি ও অর্থনীতি নিয়ে বিভিন্ন মহলে আলোচনা চলছে। সংশ্লিষ্ট মন্ত্রণালয়ের কর্মকর্তারা জানিয়েছেন, বিষয়টি নিয়ে শিগগিরই সিদ্ধান্ত নেওয়া হবে এবং সংশ্লিষ্ট সকল পক্ষের সঙ্গে আলোচনা করা হবে। স্থানীয় বাসিন্দারা বলেন, দীর্ঘদিন ধরে এ সমস্যা চলছে কিন্তু কোনো স্থায়ী সমাধান পাওয়া যায়নি। বিশেষজ্ঞরা মনে করেন, যথাযথ পরিকল্পনা ও বাস্তবায়নের মাধ্যমে এ পরিস্থিতির উন্নতি সম্ভব। জুলাই অভ্যুত্থানের পর দেশের রাজনৈতিক পরিস্থিতি ও অর্থনীতি নিয়ে বিভিন্ন মহলে আলোচনা চলছে। সংশ্লিষ্ট মন্ত্রণালয়ের কর্মকর্তারা জানিয়েছেন, বিষয়টি নিয়ে শিগগিরই সিদ্ধান্ত নেওয়া হবে এবং সংশ্লিষ্ট সকল পক্ষের সঙ্গে আলোচনা করা হবে। স্থানীয় বাসিন্দারা বলেন, দীর্ঘদিন ধরে এ সমস্যা চলছে কিন্তু কোনো স্থায়ী সমাধান পাওয়া যায়নি। বিশেষজ্ঞরা মনে করেন, যথাযথ পরিকল্পনা ও বাস্তবায়নের মাধ্যমে এ পরিস্থিতির উন্নতি সম্ভব। জুলাই অভ্যুত্থানের পর দেশের রাজনৈতিক পরিস্থিতি ও অর্থনীতি নিয়ে বিভিন্ন মহলে আলোচনা চলছে। সংশ্লিষ্ট মন্ত্রণালয়ের কর্মকর্তারা জানিয়েছেন, বিষয়টি নিয়ে শিগগিরই সিদ্ধান্ত নেওয়া হবে এবং bbox=[357, 155, 518, 232]
article-headline[interactable]: ভারত ট্রান্সশিপমেন্ট বাতিল করায় bbox=[12, 28, 165, 41]
article-body: জুলাই অভ্যুত্থানের পর দেশের রাজনৈতিক পরিস্থিতি ও অর্থনীতি নিয়ে বিভিন্ন মহলে আলোচনা চলছে। সংশ্লিষ্ট মন্ত্রণালয়ের কর্মকর্তারা জানিয়েছেন, বিষয়টি নিয়ে শিগগিরই সিদ্ধান্ত নেওয়া হবে এবং সংশ্লিষ্ট সকল পক্ষের সঙ্গে আলোচনা করা হবে। স্থানীয় বাসিন্দারা বলেন, দীর্ঘদিন ধরে এ সমস্যা চলছে কিন্তু কোনো স্থায়ী সমাধান পাওয়া যায়নি। বিশেষজ্ঞরা মনে করেন, যথাযথ পরিকল্পনা ও বাস্তবায়নের মাধ্যমে এ পরিস্থিতির উন্নতি সম্ভব। জুলাই অভ্যুত্থানের পর দেশের রাজনৈতিক পরিস্থিতি ও অর্থনীতি নিয়ে বিভিন্ন মহলে আলোচনা চলছে। সংশ্লিষ্ট মন্ত্রণালয়ের কর্মকর্তারা জানিয়েছেন, বিষয়টি নিয়ে শিগগিরই সিদ্ধান্ত নেওয়া হবে এবং সংশ্লিষ্ট সকল পক্ষের সঙ্গে আলোচনা করা হবে। স্থানীয় বাসিন্দারা বলেন, দীর্ঘদিন ধরে এ সমস্যা চলছে কিন্তু কোনো স্থায়ী সমাধান পাওয়া যায়নি। বিশেষজ্ঞরা মনে করেন, যথাযথ পরিকল্পনা ও বাস্তবায়নের মাধ্যমে এ পরিস্থিতির উন্নতি সম্ভব। জুলাই অভ্যুত্থানের পর দেশের রাজনৈতিক পরিস্থিতি ও অর্থনীতি নিয়ে বিভিন্ন মহলে আলোচনা চলছে। সংশ্লিষ্ট মন্ত্রণালয়ের কর্মকর্তারা জানিয়েছেন, বিষয়টি নিয়ে শিগগিরই সিদ্ধান্ত নেওয়া হবে এবং সংশ্লিষ্ট সকল পক্ষের সঙ্গে আলোচনা করা হবে। স্থানীয় বাসিন্দারা বলেন, দীর্ঘদিন ধরে এ সমস্যা চলছে কিন্তু কোনো স্থায়ী সমাধান পাওয়া যায়নি। বিশেষজ্ঞরা মনে করেন, যথাযথ পরিকল্পনা ও বাস্তবায়নের মাধ্যমে এ পরিস্থিতির উন্নতি সম্ভব। জুলাই অভ্যুত্থানের পর দেশের bbox=[8, 369, 169, 464]
article-body: জুলাই অভ্যুত্থানের পর দেশের রাজনৈতিক পরিস্থিতি ও অর্থনীতি নিয়ে বিভিন্ন মহলে আলোচনা চলছে। সংশ্লিষ্ট মন্ত্রণালয়ের কর্মকর্তারা জানিয়েছেন, বিষয়টি নিয়ে শিগগিরই সিদ্ধান্ত নেওয়া হবে এবং সংশ্লিষ্ট সকল পক্ষের সঙ্গে আলোচনা করা হবে। স্থানীয় বাসিন্দারা বলেন, দীর্ঘদিন ধরে এ সমস্যা চলছে কিন্তু কোনো স্থায়ী সমাধান পাওয়া যায়নি। বিশেষজ্ঞরা মনে করেন, যথাযথ পরিকল্পনা ও বাস্তবায়নের মাধ্যমে এ পরিস্থিতির উন্নতি সম্ভব। জুলাই অভ্যুত্থানের পর দেশের রাজনৈতিক পরিস্থিতি ও অর্থনীতি নিয়ে বিভিন্ন মহলে আলোচনা চলছে। সংশ্লিষ্ট মন্ত্রণালয়ের কর্মকর্তারা জানিয়েছেন, বিষয়টি নিয়ে শিগগিরই সিদ্ধান্ত নেওয়া bbox=[8, 301, 169, 345]
article bbox=[183, 28, 344, 107]
article-body: জুলাই অভ্যুত্থানের পর দেশের রাজনৈতিক পরিস্থিতি ও অর্থনীতি নিয়ে বিভিন্ন মহলে আলোচনা চলছে। সংশ্লিষ্ট মন্ত্রণালয়ের কর্মকর্তারা জানিয়েছেন, বিষয়টি নিয়ে শিগগিরই সিদ্ধান্ত নেওয়া হবে এবং সংশ্লিষ্ট সকল পক্ষের সঙ্গে আলোচনা করা হবে। স্থানীয় বাসিন্দারা বলেন, দীর্ঘদিন ধরে এ সমস্যা চলছে কিন্তু কোনো স্থায়ী সমাধান পাওয়া যায়নি। বিশেষজ্ঞরা মনে করেন, যথাযথ পরিকল্পনা ও বাস্তবায়নের মাধ্যমে এ পরিস্থিতির উন্নতি সম্ভব। জুলাই অভ্যুত্থানের পর দেশের রাজনৈতিক পরিস্থিতি ও অর্থনীতি নিয়ে বিভিন্ন মহলে আলোচনা চলছে। সংশ্লিষ্ট মন্ত্রণালয়ের কর্মকর্তারা জানিয়েছেন, বিষয়টি নিয়ে শিগগিরই সিদ্ধান্ত নেওয়া হবে এবং সংশ্লিষ্ট সকল পক্ষের সঙ্গে আলোচনা করা হবে। স্থানীয় বাসিন্দারা বলেন, দীর্ঘদিন ধরে এ সমস্যা চলছে কিন্তু কোনো স্থায়ী সমাধান পাওয়া যায়নি। বিশেষজ্ঞরা মনে করেন, যথাযথ পরিকল্পনা ও বাস্তবায়নের মাধ্যমে এ পরিস্থিতির উন্নতি সম্ভব। জুলাই অভ্যুত্থানের পর দেশের রাজনৈতিক পরিস্থিতি ও অর্থনীতি নিয়ে বিভিন্ন মহলে আলোচনা চলছে। সংশ্লিষ্ট মন্ত্রণালয়ের কর্মকর্তারা জানিয়েছেন, বিষয়টি নিয়ে শিগগিরই সিদ্ধান্ত নেওয়া হবে এবং সংশ্লিষ্ট সকল পক্ষের সঙ্গে আলোচনা করা হবে। স্থানীয় বাসিন্দারা বলেন, দীর্ঘদিন ধরে এ সমস্যা চলছে কিন্তু কোনো স্থায়ী সমাধান পাওয়া যায়নি। বিশেষজ্ঞরা মনে করেন, যথাযথ পরিকল্পনা ও বাস্তবায়নের মাধ্যমে এ পরিস্থিতির উন্নতি সম্ভব। জুলাই অভ্যুত্থানের পর দেশের রাজনৈতিক পরিস্থিতি ও অর্থনীতি নিয়ে বিভিন্ন মহলে আলোচনা চলছে। সংশ্লিষ্ট মন্ত্রণালয়ের কর্মকর্তারা জানিয়েছেন, বিষয়টি নিয়ে শিগগিরই সিদ্ধান্ত নেওয়া হবে এবং সংশ্লিষ্ট সকল পক্ষের সঙ্গে আলোচনা করা হবে। স্থানীয় বাসিন্দারা বলেন, দীর্ঘদিন ধরে এ সমস্যা চলছে কিন্তু কোনো স্থায়ী সমাধান পাওয়া যায়নি। বিশেষজ্ঞরা মনে করেন, যথাযথ পরিকল্পনা ও বাস্তবায়নের মাধ্যমে এ পরিস্থিতির উন্নতি সম্ভব। জুলাই অভ্যুত্থানের পর দেশের রাজনৈতিক bbox=[357, 380, 518, 508]
article-divider bbox=[532, 121, 693, 122]
article-divider bbox=[8, 105, 169, 106]
article bbox=[183, 115, 344, 194]
article bbox=[183, 775, 344, 828]
article-body: জুলাই অভ্যুত্থানের পর দেশের রাজনৈতিক পরিস্থিতি ও অর্থনীতি নিয়ে বিভিন্ন মহলে আলোচনা চলছে। সংশ্লিষ্ট মন্ত্রণালয়ের কর্মকর্তারা জানিয়েছেন, বিষয়টি নিয়ে শিগগিরই সিদ্ধান্ত নেওয়া হবে এবং সংশ্লিষ্ট সকল পক্ষের সঙ্গে আলোচনা করা হবে। স্থানীয় বাসিন্দারা বলেন, দীর্ঘদিন ধরে এ সমস্যা চলছে কিন্তু কোনো স্থায়ী সমাধান পাওয়া যায়নি। বিশেষজ্ঞরা মনে করেন, যথাযথ পরিকল্পনা ও বাস্তবায়নের মাধ্যমে এ পরিস্থিতির উন্নতি সম্ভব। জুলাই অভ্যুত্থানের পর দেশের রাজনৈতিক পরিস্থিতি ও অর্থনীতি নিয়ে বিভিন্ন মহলে আলোচনা চলছে। সংশ্লিষ্ট মন্ত্রণালয়ের কর্মকর্তারা জানিয়েছেন, বিষয়টি নিয়ে শিগগিরই সিদ্ধান্ত নেওয়া হবে এবং সংশ্লিষ্ট সকল পক্ষের সঙ্গে আলোচনা করা হবে। স্থানীয় বাসিন্দারা বলেন, দীর্ঘদিন ধরে এ সমস্যা চলছে কিন্তু কোনো স্থায়ী সমাধান পাওয়া যায়নি। বিশেষজ্ঞরা মনে করেন, bbox=[8, 816, 169, 874]
masthead: নয়াদিগন্ত bbox=[27, 5, 76, 21]
article bbox=[8, 473, 169, 558]
article-headline[interactable]: ট্রাইব্যুনালে হাজির হননি শেখ bbox=[21, 739, 156, 754]
article-divider bbox=[357, 751, 518, 752]
article-headline[interactable]: রেলের আয় বাড়াতে প্রস্তুত bbox=[550, 672, 674, 687]
